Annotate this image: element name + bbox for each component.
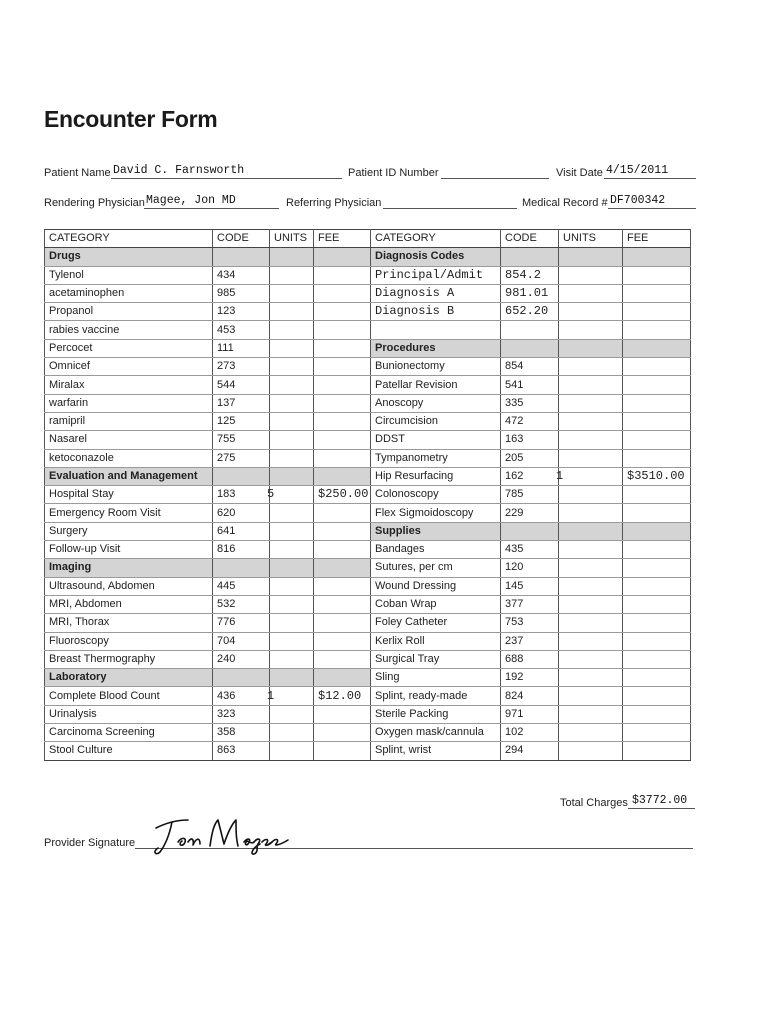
units-cell[interactable]: [270, 321, 314, 339]
fee-cell[interactable]: [623, 541, 691, 559]
units-cell[interactable]: [270, 614, 314, 632]
fee-cell[interactable]: [314, 412, 371, 430]
category-cell: Foley Catheter: [371, 614, 501, 632]
code-cell[interactable]: [501, 321, 559, 339]
category-cell: Urinalysis: [45, 705, 213, 723]
category-cell: ramipril: [45, 412, 213, 430]
units-cell[interactable]: [270, 339, 314, 357]
code-cell[interactable]: 358: [213, 724, 270, 742]
fee-value: $250.00: [318, 487, 369, 502]
code-cell: [213, 467, 270, 485]
table-row: [45, 431, 691, 449]
table-row: [45, 559, 691, 577]
units-value: 1: [267, 688, 275, 703]
medical-record-value: DF700342: [610, 194, 666, 207]
code-cell[interactable]: 229: [501, 504, 559, 522]
column-header-category: CATEGORY: [371, 230, 501, 248]
table-row: [45, 358, 691, 376]
units-cell[interactable]: [559, 266, 623, 284]
fee-cell[interactable]: [623, 394, 691, 412]
code-cell[interactable]: 123: [213, 303, 270, 321]
category-cell: Principal/Admit: [371, 266, 501, 284]
units-cell[interactable]: [559, 376, 623, 394]
code-cell[interactable]: 981.01: [501, 284, 559, 302]
section-header: Diagnosis Codes: [371, 248, 501, 266]
table-row: [45, 687, 691, 705]
code-cell[interactable]: 785: [501, 486, 559, 504]
fee-cell[interactable]: [623, 486, 691, 504]
rendering-physician-label: Rendering Physician: [44, 197, 145, 209]
category-cell: Hospital Stay: [45, 486, 213, 504]
visit-date-label: Visit Date: [556, 167, 603, 179]
category-cell: Coban Wrap: [371, 595, 501, 613]
visit-date-value: 4/15/2011: [606, 164, 669, 177]
fee-cell[interactable]: [623, 705, 691, 723]
fee-cell[interactable]: [623, 339, 691, 357]
fee-cell[interactable]: [314, 339, 371, 357]
fee-cell[interactable]: [623, 431, 691, 449]
patient-name-label: Patient Name: [44, 167, 111, 179]
fee-cell[interactable]: [314, 449, 371, 467]
code-cell[interactable]: 652.20: [501, 303, 559, 321]
code-cell[interactable]: 145: [501, 577, 559, 595]
category-cell: Propanol: [45, 303, 213, 321]
fee-cell[interactable]: [623, 669, 691, 687]
table-row: [45, 650, 691, 668]
table-row: [45, 394, 691, 412]
patient-id-field[interactable]: [441, 164, 549, 179]
table-row: [45, 724, 691, 742]
units-cell[interactable]: [270, 504, 314, 522]
total-charges-label: Total Charges: [560, 797, 628, 809]
code-cell[interactable]: 434: [213, 266, 270, 284]
table-row: [45, 284, 691, 302]
units-cell[interactable]: [270, 669, 314, 687]
code-cell[interactable]: 544: [213, 376, 270, 394]
category-cell: Nasarel: [45, 431, 213, 449]
section-header: Supplies: [371, 522, 501, 540]
category-cell: Diagnosis B: [371, 303, 501, 321]
code-cell[interactable]: 125: [213, 412, 270, 430]
table-row: [45, 376, 691, 394]
table-row: [45, 742, 691, 760]
column-header-code: CODE: [501, 230, 559, 248]
category-cell: acetaminophen: [45, 284, 213, 302]
section-header: Imaging: [45, 559, 213, 577]
code-cell[interactable]: 163: [501, 431, 559, 449]
fee-cell[interactable]: [314, 376, 371, 394]
fee-cell[interactable]: [623, 412, 691, 430]
category-cell: MRI, Abdomen: [45, 595, 213, 613]
column-header-code: CODE: [213, 230, 270, 248]
code-cell[interactable]: 776: [213, 614, 270, 632]
column-header-units: UNITS: [270, 230, 314, 248]
column-header-category: CATEGORY: [45, 230, 213, 248]
fee-value: $3510.00: [627, 469, 685, 483]
code-cell[interactable]: 472: [501, 412, 559, 430]
category-cell: Wound Dressing: [371, 577, 501, 595]
units-cell[interactable]: [270, 541, 314, 559]
category-cell: Bandages: [371, 541, 501, 559]
patient-id-label: Patient ID Number: [348, 167, 439, 179]
fee-cell[interactable]: [623, 266, 691, 284]
units-cell[interactable]: [559, 522, 623, 540]
fee-cell[interactable]: [314, 742, 371, 760]
category-cell: Kerlix Roll: [371, 632, 501, 650]
code-cell[interactable]: 273: [213, 358, 270, 376]
fee-cell[interactable]: [623, 632, 691, 650]
units-cell[interactable]: [556, 467, 623, 485]
category-cell: Surgical Tray: [371, 650, 501, 668]
units-cell[interactable]: [267, 687, 314, 705]
units-cell[interactable]: [270, 358, 314, 376]
units-cell[interactable]: [270, 284, 314, 302]
category-cell: Bunionectomy: [371, 358, 501, 376]
code-cell[interactable]: 162: [501, 467, 559, 485]
fee-cell[interactable]: [623, 614, 691, 632]
code-cell[interactable]: 688: [501, 650, 559, 668]
units-cell[interactable]: [270, 467, 314, 485]
fee-cell[interactable]: [314, 669, 371, 687]
fee-cell[interactable]: [314, 248, 371, 266]
code-cell[interactable]: 240: [213, 650, 270, 668]
category-cell: MRI, Thorax: [45, 614, 213, 632]
fee-cell[interactable]: [314, 687, 371, 705]
fee-cell[interactable]: [314, 504, 371, 522]
category-cell: Miralax: [45, 376, 213, 394]
column-header-fee: FEE: [623, 230, 691, 248]
category-cell: Sterile Packing: [371, 705, 501, 723]
fee-cell[interactable]: [314, 559, 371, 577]
category-cell: Ultrasound, Abdomen: [45, 577, 213, 595]
units-cell[interactable]: [559, 358, 623, 376]
fee-cell[interactable]: [314, 522, 371, 540]
table-row: [45, 632, 691, 650]
units-cell[interactable]: [559, 742, 623, 760]
units-cell[interactable]: [559, 724, 623, 742]
fee-cell[interactable]: [623, 284, 691, 302]
units-cell[interactable]: [270, 742, 314, 760]
code-cell[interactable]: 453: [213, 321, 270, 339]
form-title: Encounter Form: [44, 106, 218, 132]
code-cell[interactable]: 323: [213, 705, 270, 723]
category-cell: Complete Blood Count: [45, 687, 213, 705]
units-cell[interactable]: [559, 248, 623, 266]
code-cell[interactable]: 863: [213, 742, 270, 760]
table-row: [45, 412, 691, 430]
units-cell[interactable]: [270, 394, 314, 412]
table-row: [45, 339, 691, 357]
fee-cell[interactable]: [623, 248, 691, 266]
table-row: [45, 321, 691, 339]
rendering-physician-value: Magee, Jon MD: [146, 194, 236, 207]
category-cell: Anoscopy: [371, 394, 501, 412]
units-cell[interactable]: [559, 650, 623, 668]
fee-cell[interactable]: [314, 724, 371, 742]
fee-cell[interactable]: [314, 541, 371, 559]
units-cell[interactable]: [559, 504, 623, 522]
units-cell[interactable]: [559, 321, 623, 339]
table-header-row: [45, 230, 691, 248]
table-row: [45, 669, 691, 687]
units-cell[interactable]: [559, 705, 623, 723]
units-cell[interactable]: [559, 303, 623, 321]
units-value: 5: [267, 487, 275, 502]
units-cell[interactable]: [270, 724, 314, 742]
units-cell[interactable]: [559, 669, 623, 687]
units-cell[interactable]: [270, 595, 314, 613]
category-cell: Flex Sigmoidoscopy: [371, 504, 501, 522]
code-cell[interactable]: 137: [213, 394, 270, 412]
category-cell: Omnicef: [45, 358, 213, 376]
category-cell: [371, 321, 501, 339]
code-cell[interactable]: 435: [501, 541, 559, 559]
code-cell[interactable]: 111: [213, 339, 270, 357]
referring-physician-label: Referring Physician: [286, 197, 382, 209]
category-cell: Circumcision: [371, 412, 501, 430]
table-row: [45, 248, 691, 266]
category-cell: Emergency Room Visit: [45, 504, 213, 522]
code-cell: [213, 559, 270, 577]
units-cell[interactable]: [270, 559, 314, 577]
fee-cell[interactable]: [314, 467, 371, 485]
units-cell[interactable]: [559, 431, 623, 449]
units-cell[interactable]: [559, 486, 623, 504]
category-cell: warfarin: [45, 394, 213, 412]
section-header: Evaluation and Management: [45, 467, 213, 485]
table-row: [45, 541, 691, 559]
category-cell: Oxygen mask/cannula: [371, 724, 501, 742]
code-cell[interactable]: 275: [213, 449, 270, 467]
patient-name-value: David C. Farnsworth: [113, 164, 245, 177]
units-cell[interactable]: [559, 284, 623, 302]
code-cell[interactable]: 824: [501, 687, 559, 705]
fee-cell[interactable]: [314, 358, 371, 376]
fee-cell[interactable]: [623, 376, 691, 394]
table-row: [45, 449, 691, 467]
medical-record-label: Medical Record #: [522, 197, 608, 209]
table-row: [45, 595, 691, 613]
category-cell: Surgery: [45, 522, 213, 540]
fee-cell[interactable]: [623, 321, 691, 339]
fee-cell[interactable]: [314, 486, 371, 504]
code-cell[interactable]: 641: [213, 522, 270, 540]
units-cell[interactable]: [559, 449, 623, 467]
units-cell[interactable]: [559, 595, 623, 613]
units-cell[interactable]: [270, 577, 314, 595]
table-row: [45, 266, 691, 284]
units-cell[interactable]: [559, 412, 623, 430]
column-header-fee: FEE: [314, 230, 371, 248]
fee-cell[interactable]: [623, 724, 691, 742]
code-cell[interactable]: 753: [501, 614, 559, 632]
fee-cell[interactable]: [314, 650, 371, 668]
category-cell: DDST: [371, 431, 501, 449]
table-row: [45, 577, 691, 595]
category-cell: Percocet: [45, 339, 213, 357]
table-row: [45, 486, 691, 504]
units-cell[interactable]: [270, 705, 314, 723]
fee-cell[interactable]: [623, 467, 691, 485]
units-value: 1: [556, 469, 564, 483]
units-cell[interactable]: [559, 632, 623, 650]
fee-cell[interactable]: [623, 303, 691, 321]
units-cell[interactable]: [270, 376, 314, 394]
fee-cell[interactable]: [314, 321, 371, 339]
units-cell[interactable]: [270, 303, 314, 321]
units-cell[interactable]: [270, 412, 314, 430]
code-cell[interactable]: 436: [213, 687, 270, 705]
fee-cell[interactable]: [314, 394, 371, 412]
code-cell[interactable]: 532: [213, 595, 270, 613]
fee-cell[interactable]: [623, 559, 691, 577]
units-cell[interactable]: [270, 632, 314, 650]
total-charges-value: $3772.00: [632, 794, 688, 807]
category-cell: Sutures, per cm: [371, 559, 501, 577]
code-cell[interactable]: 183: [213, 486, 270, 504]
fee-cell[interactable]: [623, 522, 691, 540]
code-cell[interactable]: 192: [501, 669, 559, 687]
category-cell: Stool Culture: [45, 742, 213, 760]
table-row: [45, 522, 691, 540]
fee-cell[interactable]: [314, 705, 371, 723]
fee-cell[interactable]: [623, 650, 691, 668]
code-cell: [501, 522, 559, 540]
code-cell[interactable]: 205: [501, 449, 559, 467]
units-cell[interactable]: [270, 266, 314, 284]
code-cell[interactable]: 854: [501, 358, 559, 376]
category-cell: Diagnosis A: [371, 284, 501, 302]
code-cell: [213, 669, 270, 687]
category-cell: Breast Thermography: [45, 650, 213, 668]
units-cell[interactable]: [270, 650, 314, 668]
category-cell: Patellar Revision: [371, 376, 501, 394]
code-cell[interactable]: 377: [501, 595, 559, 613]
section-header: Laboratory: [45, 669, 213, 687]
code-cell: [501, 248, 559, 266]
category-cell: Splint, ready-made: [371, 687, 501, 705]
code-cell[interactable]: 120: [501, 559, 559, 577]
section-header: Drugs: [45, 248, 213, 266]
units-cell[interactable]: [559, 559, 623, 577]
table-row: [45, 303, 691, 321]
units-cell[interactable]: [559, 687, 623, 705]
fee-value: $12.00: [318, 688, 362, 703]
table-row: [45, 504, 691, 522]
units-cell[interactable]: [270, 431, 314, 449]
fee-cell[interactable]: [314, 266, 371, 284]
table-row: [45, 467, 691, 485]
fee-cell[interactable]: [623, 449, 691, 467]
fee-cell[interactable]: [623, 687, 691, 705]
provider-signature-image: [148, 812, 298, 856]
fee-cell[interactable]: [314, 303, 371, 321]
column-header-units: UNITS: [559, 230, 623, 248]
fee-cell[interactable]: [314, 577, 371, 595]
category-cell: Follow-up Visit: [45, 541, 213, 559]
units-cell[interactable]: [559, 541, 623, 559]
code-cell[interactable]: 102: [501, 724, 559, 742]
fee-cell[interactable]: [623, 595, 691, 613]
fee-cell[interactable]: [314, 614, 371, 632]
units-cell[interactable]: [270, 449, 314, 467]
fee-cell[interactable]: [623, 577, 691, 595]
code-cell: [501, 339, 559, 357]
fee-cell[interactable]: [314, 595, 371, 613]
category-cell: ketoconazole: [45, 449, 213, 467]
code-cell[interactable]: 971: [501, 705, 559, 723]
code-cell[interactable]: 294: [501, 742, 559, 760]
units-cell[interactable]: [559, 394, 623, 412]
fee-cell[interactable]: [623, 358, 691, 376]
fee-cell[interactable]: [314, 431, 371, 449]
units-cell[interactable]: [267, 486, 314, 504]
category-cell: Splint, wrist: [371, 742, 501, 760]
category-cell: Carcinoma Screening: [45, 724, 213, 742]
section-header: Procedures: [371, 339, 501, 357]
table-row: [45, 614, 691, 632]
table-row: [45, 705, 691, 723]
code-cell[interactable]: 985: [213, 284, 270, 302]
code-cell[interactable]: 704: [213, 632, 270, 650]
referring-physician-field[interactable]: [383, 194, 517, 209]
units-cell[interactable]: [270, 248, 314, 266]
units-cell[interactable]: [270, 522, 314, 540]
units-cell[interactable]: [559, 339, 623, 357]
category-cell: Hip Resurfacing: [371, 467, 501, 485]
fee-cell[interactable]: [623, 742, 691, 760]
category-cell: Sling: [371, 669, 501, 687]
category-cell: Fluoroscopy: [45, 632, 213, 650]
category-cell: Colonoscopy: [371, 486, 501, 504]
code-cell[interactable]: 620: [213, 504, 270, 522]
charges-table: [44, 229, 691, 761]
code-cell[interactable]: 237: [501, 632, 559, 650]
category-cell: Tympanometry: [371, 449, 501, 467]
units-cell[interactable]: [559, 614, 623, 632]
code-cell[interactable]: 755: [213, 431, 270, 449]
provider-signature-label: Provider Signature: [44, 837, 136, 849]
units-cell[interactable]: [559, 577, 623, 595]
code-cell[interactable]: 445: [213, 577, 270, 595]
fee-cell[interactable]: [314, 284, 371, 302]
category-cell: rabies vaccine: [45, 321, 213, 339]
code-cell[interactable]: 541: [501, 376, 559, 394]
code-cell[interactable]: 335: [501, 394, 559, 412]
code-cell[interactable]: 854.2: [501, 266, 559, 284]
fee-cell[interactable]: [314, 632, 371, 650]
category-cell: Tylenol: [45, 266, 213, 284]
code-cell[interactable]: 816: [213, 541, 270, 559]
fee-cell[interactable]: [623, 504, 691, 522]
code-cell: [213, 248, 270, 266]
